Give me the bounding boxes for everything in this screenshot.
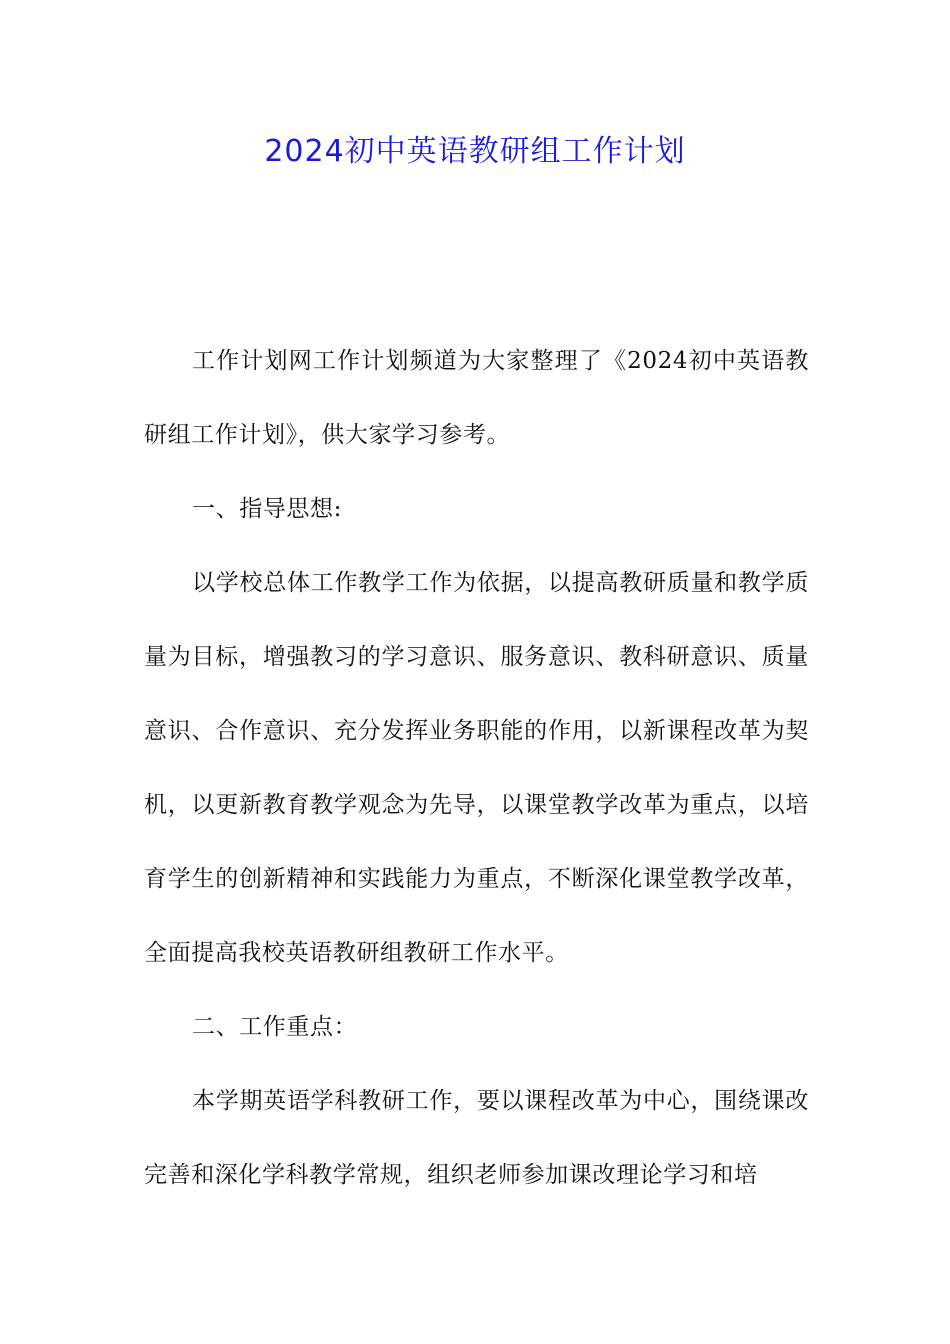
- section-heading-work-focus: 二、工作重点：: [192, 1014, 358, 1040]
- guiding-ideology-paragraph: 以学校总体工作教学工作为依据，以提高教研质量和教学质量为目标，增强教习的学习意识、服务意识、教科研意识、质量意识、合作意识、充分发挥业务职能的作用，以新课程改革为契机，以更新教育教学观念为先导，以课堂教学改革为重点，以培育学生的创新精神和实践能力为重点，不断深化课堂教学改革，全面提高我校英语教研组教研工作水平。: [144, 570, 809, 966]
- work-focus-paragraph: 本学期英语学科教研工作，要以课程改革为中心，围绕课改完善和深化学科教学常规，组织老师参加课改理论学习和培: [144, 1088, 809, 1188]
- document-body: [144, 324, 809, 1212]
- intro-paragraph: 工作计划网工作计划频道为大家整理了《2024初中英语教研组工作计划》，供大家学习参考。: [144, 348, 809, 448]
- section-heading-guiding-ideology: 一、指导思想:: [192, 496, 342, 522]
- document-title: 2024初中英语教研组工作计划: [264, 134, 686, 169]
